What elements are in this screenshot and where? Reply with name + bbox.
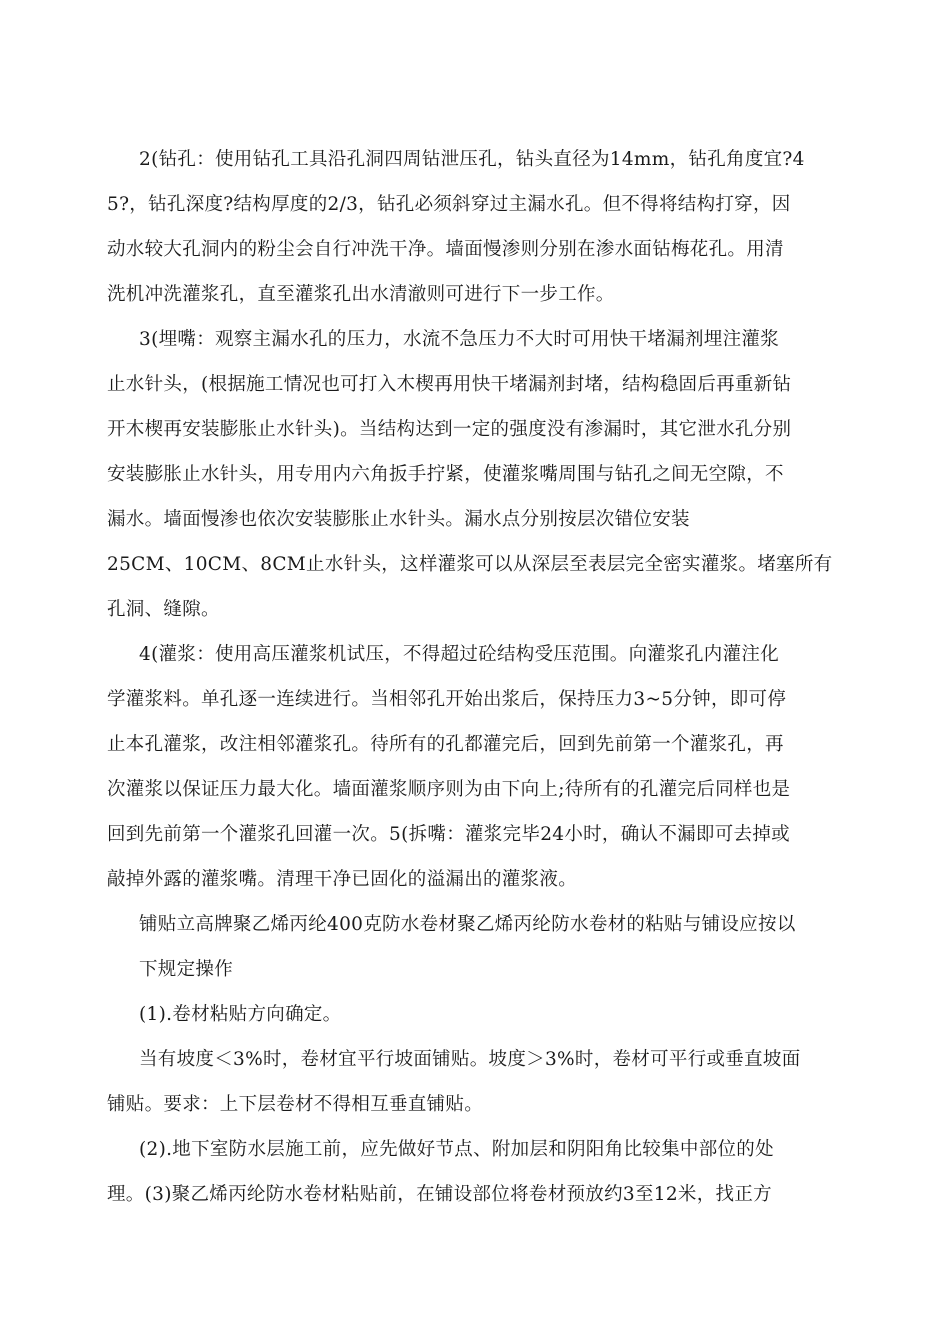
text-line: 25CM、10CM、8CM止水针头，这样灌浆可以从深层至表层完全密实灌浆。堵塞所有 — [107, 554, 833, 575]
text-line: 铺贴立高牌聚乙烯丙纶400克防水卷材聚乙烯丙纶防水卷材的粘贴与铺设应按以 — [139, 914, 796, 935]
text-line: 下规定操作 — [139, 959, 234, 980]
text-line: 孔洞、缝隙。 — [107, 599, 220, 620]
text-line: (1).卷材粘贴方向确定。 — [139, 1004, 342, 1025]
text-line: 5?，钻孔深度?结构厚度的2/3，钻孔必须斜穿过主漏水孔。但不得将结构打穿，因 — [107, 194, 791, 215]
text-line: 安装膨胀止水针头，用专用内六角扳手拧紧，使灌浆嘴周围与钻孔之间无空隙，不 — [107, 464, 784, 485]
text-line: 学灌浆料。单孔逐一连续进行。当相邻孔开始出浆后，保持压力3~5分钟，即可停 — [107, 689, 787, 710]
text-line: 当有坡度＜3%时，卷材宜平行坡面铺贴。坡度＞3%时，卷材可平行或垂直坡面 — [139, 1049, 801, 1070]
text-line: 漏水。墙面慢渗也依次安装膨胀止水针头。漏水点分别按层次错位安装 — [107, 509, 690, 530]
text-line: 洗机冲洗灌浆孔，直至灌浆孔出水清澈则可进行下一步工作。 — [107, 284, 615, 305]
text-line: 止水针头，(根据施工情况也可打入木楔再用快干堵漏剂封堵，结构稳固后再重新钻 — [107, 374, 792, 395]
text-line: 动水较大孔洞内的粉尘会自行冲洗干净。墙面慢渗则分别在渗水面钻梅花孔。用清 — [107, 239, 784, 260]
text-line: 理。(3)聚乙烯丙纶防水卷材粘贴前，在铺设部位将卷材预放约3至12米，找正方 — [107, 1184, 772, 1205]
text-line: 4(灌浆：使用高压灌浆机试压，不得超过砼结构受压范围。向灌浆孔内灌注化 — [139, 644, 779, 665]
text-line: 止本孔灌浆，改注相邻灌浆孔。待所有的孔都灌完后，回到先前第一个灌浆孔，再 — [107, 734, 784, 755]
text-line: 开木楔再安装膨胀止水针头)。当结构达到一定的强度没有渗漏时，其它泄水孔分别 — [107, 419, 792, 440]
text-line: 铺贴。要求：上下层卷材不得相互垂直铺贴。 — [107, 1094, 484, 1115]
text-line: 3(埋嘴：观察主漏水孔的压力，水流不急压力不大时可用快干堵漏剂埋注灌浆 — [139, 329, 779, 350]
text-line: 敲掉外露的灌浆嘴。清理干净已固化的溢漏出的灌浆液。 — [107, 869, 578, 890]
text-line: 2(钻孔：使用钻孔工具沿孔洞四周钻泄压孔，钻头直径为14mm，钻孔角度宜?4 — [139, 149, 805, 170]
text-line: 次灌浆以保证压力最大化。墙面灌浆顺序则为由下向上;待所有的孔灌完后同样也是 — [107, 779, 791, 800]
text-line: 回到先前第一个灌浆孔回灌一次。5(拆嘴：灌浆完毕24小时，确认不漏即可去掉或 — [107, 824, 790, 845]
text-line: (2).地下室防水层施工前，应先做好节点、附加层和阴阳角比较集中部位的处 — [139, 1139, 774, 1160]
